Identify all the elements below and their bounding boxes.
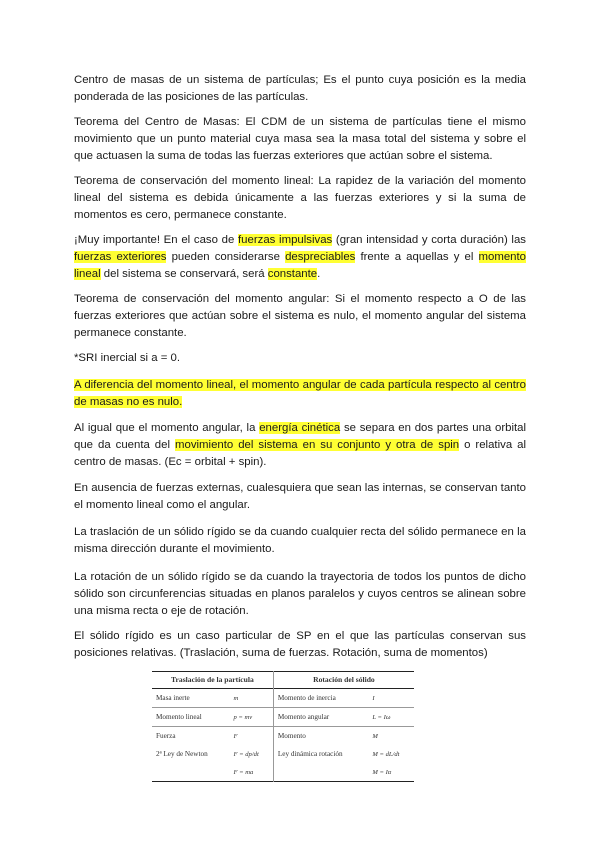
text-run: del sistema se conservará, será: [100, 267, 268, 280]
paragraph-kinetic-energy: [74, 420, 526, 470]
table-row: [152, 745, 414, 763]
table-cell: I: [372, 694, 375, 702]
highlight-angular-vs-linear: A diferencia del momento lineal, el momento angular de cada partícula respecto al centro de masas no es nulo.: [74, 379, 526, 408]
text-run: .: [317, 267, 321, 280]
table-cell: F: [233, 732, 238, 740]
comparison-table: [152, 671, 414, 782]
table-cell: L = Iω: [372, 713, 391, 721]
table-row: [152, 689, 414, 708]
highlight-negligible: despreciables: [285, 250, 356, 263]
text-run: se separa en dos partes una orbital que da cuenta del: [74, 422, 527, 451]
table-cell: 2ª Ley de Newton: [156, 750, 208, 758]
highlight-constant: constante: [267, 267, 318, 280]
text-run: frente a aquellas y el: [355, 250, 479, 263]
paragraph-rigid-body-case: El sólido rígido es un caso particular de SP en el que las partículas conservan sus posiciones relativas. (Traslación, suma de fuerzas. Rotación, suma de momentos): [74, 630, 526, 659]
highlight-linear-momentum: momento lineal: [74, 250, 526, 280]
table-cell: p = mv: [233, 713, 253, 721]
table-cell: M = Iα: [372, 768, 392, 776]
table-cell: Momento angular: [273, 708, 368, 727]
paragraph-linear-momentum-conservation: Teorema de conservación del momento lineal: La rapidez de la variación del momento lineal del sistema es debida únicamente a las fuerzas exteriores y si la suma de momentos es cero, permanece constante.: [74, 175, 526, 221]
table-cell: M = dL/dt: [372, 750, 400, 758]
table-row: [152, 727, 414, 746]
header-rotation: Rotación del sólido: [273, 672, 414, 689]
text-run: (gran intensidad y corta duración) las: [332, 234, 526, 246]
highlight-system-motion: movimiento del sistema en su conjunto y otra de spin: [175, 438, 460, 451]
table-cell: F = ma: [233, 768, 254, 776]
table-row: [152, 708, 414, 727]
table-cell: F = dp/dt: [233, 750, 259, 758]
paragraph-rigid-rotation: La rotación de un sólido rígido se da cuando la trayectoria de todos los puntos de dicho sólido son circunferencias situadas en planos paralelos y cuyos centros se alinean sobre una misma recta o eje de rotación.: [74, 571, 526, 617]
highlight-kinetic-energy: energía cinética: [259, 422, 341, 434]
table-header-row: [152, 672, 414, 689]
paragraph-center-of-mass: Centro de masas de un sistema de partículas; Es el punto cuya posición es la media ponderada de las posiciones de las partículas.: [74, 74, 526, 103]
table-cell: Ley dinámica rotación: [273, 745, 368, 763]
table-cell: [152, 763, 229, 782]
paragraph-external-forces-absent: En ausencia de fuerzas externas, cualesquiera que sean las internas, se conservan tanto el momento lineal como el angular.: [74, 482, 526, 511]
text-run: Al igual que el momento angular, la: [74, 422, 260, 434]
table-cell: Fuerza: [156, 732, 176, 740]
table-cell: Momento: [273, 727, 368, 746]
paragraph-rigid-translation: La traslación de un sólido rígido se da cuando cualquier recta del sólido permanece en la misma dirección durante el movimiento.: [74, 526, 526, 555]
table-cell: Masa inerte: [156, 694, 190, 702]
paragraph-impulsive-forces: [74, 232, 526, 282]
paragraph-angular-vs-linear: [74, 377, 526, 411]
table-row: [152, 763, 414, 782]
paragraph-angular-momentum-conservation: Teorema de conservación del momento angular: Si el momento respecto a O de las fuerzas exteriores que actúan sobre el sistema es nulo, el momento angular del sistema permanece constante.: [74, 293, 526, 339]
text-run: ¡Muy importante! En el caso de: [74, 234, 238, 246]
table-cell: M: [372, 732, 378, 740]
table-cell: Momento lineal: [156, 713, 202, 721]
paragraph-sri-note: *SRI inercial si a = 0.: [74, 352, 181, 364]
highlight-impulsive-forces: fuerzas impulsivas: [238, 234, 333, 246]
text-run: pueden considerarse: [166, 250, 286, 263]
table-cell: [273, 763, 368, 782]
highlight-external-forces: fuerzas exteriores: [74, 250, 167, 263]
header-translation: Traslación de la partícula: [171, 675, 254, 684]
table-cell: Momento de inercia: [273, 689, 368, 708]
paragraph-cdm-theorem: Teorema del Centro de Masas: El CDM de un sistema de partículas tiene el mismo movimiento que un punto material cuya masa sea la masa total del sistema y sobre el que actuasen la suma de todas las fuerzas exteriores que actúan sobre el sistema.: [74, 116, 526, 162]
text-run: o relativa al centro de masas. (Ec = orbital + spin).: [74, 438, 526, 468]
table-cell: m: [233, 694, 239, 702]
